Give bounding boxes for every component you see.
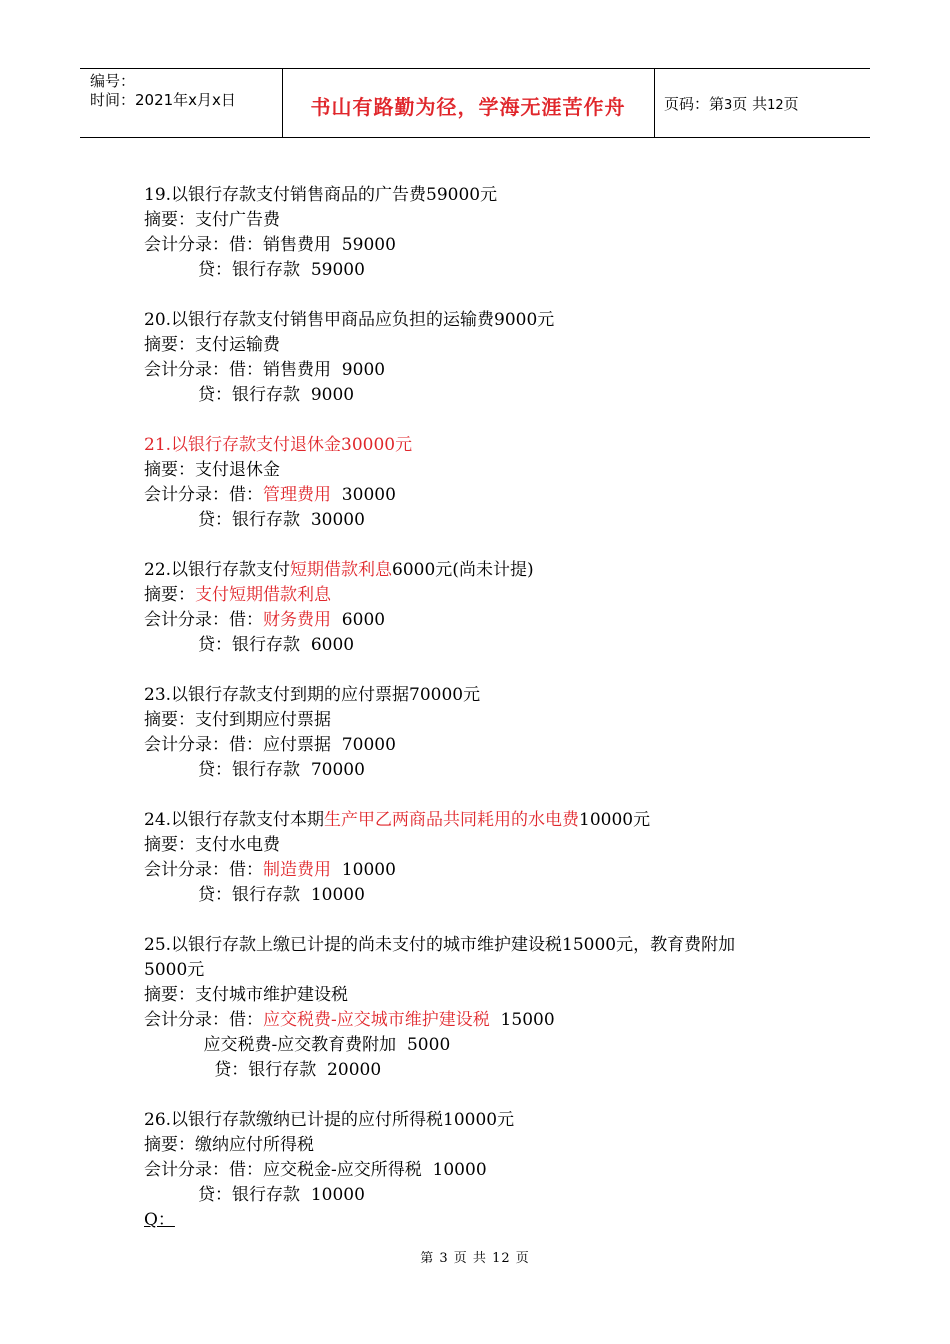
entry-line <box>144 733 834 758</box>
text-run: 30000 <box>331 485 396 505</box>
text-run: 摘要：缴纳应付所得税 <box>144 1135 314 1155</box>
text-run: 贷：银行存款 30000 <box>144 510 365 530</box>
entry-line <box>144 483 834 508</box>
page-middle: 页 共 <box>732 95 768 113</box>
entry-line <box>144 1133 834 1158</box>
entry-line <box>144 758 834 783</box>
text-run: 会计分录：借：应交税金-应交所得税 10000 <box>144 1160 487 1180</box>
header-motto: 书山有路勤为径，学海无涯苦作舟 <box>310 95 626 119</box>
entry-line <box>144 1058 834 1083</box>
footer-prefix: 第 <box>420 1251 435 1266</box>
entry-title <box>144 183 834 208</box>
entry-line <box>144 958 834 983</box>
entry-title <box>144 433 834 458</box>
journal-entry <box>144 683 834 783</box>
text-run: 15000 <box>489 1010 555 1030</box>
text-run: 19.以银行存款支付销售商品的广告费59000元 <box>144 185 498 205</box>
text-run: 应交税费-应交教育费附加 5000 <box>144 1035 451 1055</box>
journal-entry <box>144 308 834 408</box>
entry-line <box>144 458 834 483</box>
text-run: 21.以银行存款支付退休金30000元 <box>144 435 413 455</box>
text-run: 会计分录：借： <box>144 610 263 630</box>
journal-entry <box>144 183 834 283</box>
text-run: 6000元(尚未计提) <box>392 560 534 580</box>
page-footer <box>0 1247 950 1266</box>
entry-line <box>144 708 834 733</box>
text-run: 摘要：支付退休金 <box>144 460 280 480</box>
journal-entry <box>144 808 834 908</box>
entry-line <box>144 883 834 908</box>
text-run: 10000元 <box>579 810 651 830</box>
entry-title <box>144 1108 834 1133</box>
text-run: 短期借款利息 <box>290 560 393 580</box>
entry-line <box>144 1183 834 1208</box>
entry-line <box>144 633 834 658</box>
page-suffix: 页 <box>783 95 799 113</box>
page-current: 3 <box>724 98 733 113</box>
text-run: 10000 <box>331 860 396 880</box>
entry-line <box>144 608 834 633</box>
text-run: 23.以银行存款支付到期的应付票据70000元 <box>144 685 481 705</box>
question-label: Q： <box>144 1210 175 1230</box>
text-run: 会计分录：借：应付票据 70000 <box>144 735 396 755</box>
text-run: 制造费用 <box>263 860 331 880</box>
text-run: 25.以银行存款上缴已计提的尚未支付的城市维护建设税15000元，教育费附加 <box>144 935 736 955</box>
journal-entry <box>144 433 834 533</box>
text-run: 贷：银行存款 70000 <box>144 760 365 780</box>
text-run: 摘要：支付到期应付票据 <box>144 710 331 730</box>
entry-line <box>144 1033 834 1058</box>
page-total: 12 <box>767 98 784 113</box>
text-run: 财务费用 <box>263 610 331 630</box>
document-body <box>144 183 834 1233</box>
header-page-indicator <box>664 93 799 114</box>
entry-spacer <box>144 658 834 683</box>
text-run: 22.以银行存款支付 <box>144 560 291 580</box>
text-run: 摘要：支付城市维护建设税 <box>144 985 348 1005</box>
footer-current: 3 <box>439 1251 449 1266</box>
entry-line <box>144 1158 834 1183</box>
entry-title <box>144 558 834 583</box>
text-run: 贷：银行存款 6000 <box>144 635 355 655</box>
entry-spacer <box>144 908 834 933</box>
text-run: 摘要：支付运输费 <box>144 335 280 355</box>
entry-title <box>144 308 834 333</box>
text-run: 会计分录：借： <box>144 485 263 505</box>
text-run: 管理费用 <box>263 485 331 505</box>
entry-title <box>144 683 834 708</box>
entry-line <box>144 333 834 358</box>
entry-spacer <box>144 408 834 433</box>
text-run: 摘要：支付水电费 <box>144 835 280 855</box>
text-run: 贷：银行存款 10000 <box>144 1185 365 1205</box>
footer-middle: 页 共 <box>453 1251 487 1266</box>
entry-line <box>144 983 834 1008</box>
text-run: 贷：银行存款 9000 <box>144 385 355 405</box>
footer-suffix: 页 <box>515 1251 530 1266</box>
journal-entry <box>144 558 834 658</box>
header-meta <box>90 72 236 110</box>
number-label: 编号： <box>90 72 136 90</box>
text-run: 5000元 <box>144 960 205 980</box>
entry-spacer <box>144 533 834 558</box>
entry-line <box>144 258 834 283</box>
text-run: 24.以银行存款支付本期 <box>144 810 325 830</box>
entry-line <box>144 358 834 383</box>
text-run: 6000 <box>331 610 386 630</box>
entry-line <box>144 383 834 408</box>
entry-spacer <box>144 1083 834 1108</box>
page-header <box>80 68 870 138</box>
entry-title <box>144 808 834 833</box>
entry-line <box>144 233 834 258</box>
journal-entry <box>144 1108 834 1208</box>
header-divider <box>654 69 655 137</box>
text-run: 20.以银行存款支付销售甲商品应负担的运输费9000元 <box>144 310 555 330</box>
text-run: 贷：银行存款 59000 <box>144 260 365 280</box>
entry-spacer <box>144 783 834 808</box>
text-run: 会计分录：借：销售费用 9000 <box>144 360 386 380</box>
entry-line <box>144 833 834 858</box>
text-run: 贷：银行存款 20000 <box>144 1060 382 1080</box>
text-run: 生产甲乙两商品共同耗用的水电费 <box>324 810 580 830</box>
text-run: 摘要： <box>144 585 195 605</box>
text-run: 26.以银行存款缴纳已计提的应付所得税10000元 <box>144 1110 515 1130</box>
text-run: 应交税费-应交城市维护建设税 <box>263 1010 490 1030</box>
footer-total: 12 <box>492 1251 511 1266</box>
text-run: 支付短期借款利息 <box>195 585 331 605</box>
entry-line <box>144 208 834 233</box>
date-label: 时间：2021年x月x日 <box>90 91 236 109</box>
entry-line <box>144 508 834 533</box>
journal-entry <box>144 933 834 1083</box>
entry-line <box>144 858 834 883</box>
page-prefix: 页码：第 <box>664 95 725 113</box>
text-run: 会计分录：借： <box>144 1010 263 1030</box>
text-run: 会计分录：借：销售费用 59000 <box>144 235 396 255</box>
entry-line <box>144 1008 834 1033</box>
entry-spacer <box>144 283 834 308</box>
entry-line <box>144 583 834 608</box>
text-run: 贷：银行存款 10000 <box>144 885 365 905</box>
text-run: 摘要：支付广告费 <box>144 210 280 230</box>
entry-title <box>144 933 834 958</box>
text-run: 会计分录：借： <box>144 860 263 880</box>
